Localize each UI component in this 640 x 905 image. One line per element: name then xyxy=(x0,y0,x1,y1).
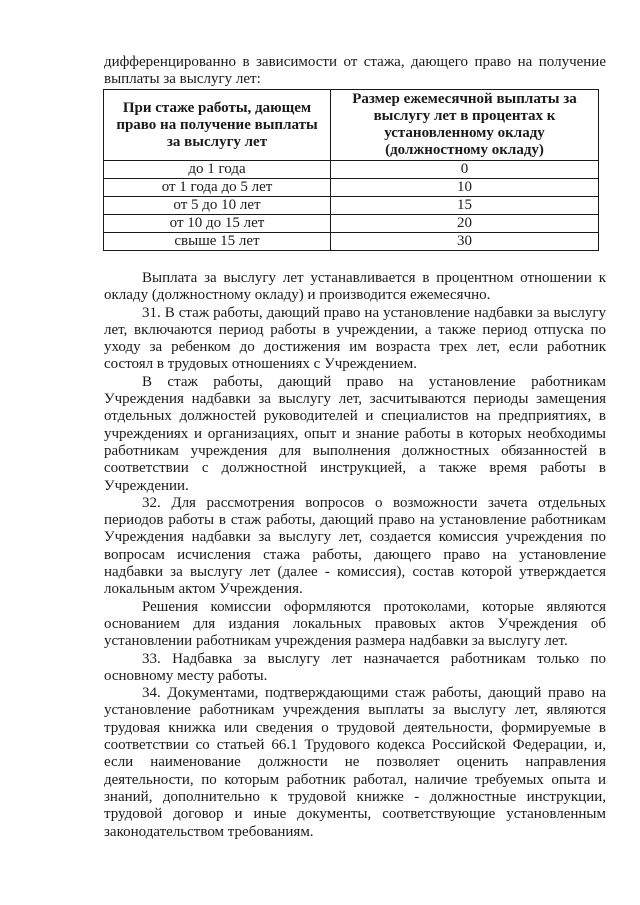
seniority-cell: до 1 года xyxy=(104,161,331,179)
paragraph-31-continued: В стаж работы, дающий право на установление работникам Учреждения надбавки за выслугу лет, засчитываются периоды замещения отдельных должностей руководителей и специалистов на предприятиях, в учреждениях и организациях, опыт и знание работы в которых необходимы работникам учреждения для выполнения должностных обязанностей в соответствии с должностной инструкцией, а также время работы в Учреждении. xyxy=(104,373,606,494)
paragraph-31: 31. В стаж работы, дающий право на установление надбавки за выслугу лет, включаются период работы в учреждении, а также период отпуска по уходу за ребенком до достижения им возраста трех лет, если работник состоял в трудовых отношениях с Учреждением. xyxy=(104,304,606,373)
header-seniority: При стаже работы, дающем право на получение выплаты за выслугу лет xyxy=(104,90,331,161)
body-text xyxy=(104,270,606,841)
table-row xyxy=(104,197,599,215)
paragraph-32-commission-decisions: Решения комиссии оформляются протоколами, которые являются основанием для издания локальных правовых актов Учреждения об установлении работникам учреждения размера надбавки за выслугу лет. xyxy=(104,598,606,650)
table-row xyxy=(104,215,599,233)
percent-cell: 30 xyxy=(331,233,599,251)
table-header-row xyxy=(104,90,599,161)
intro-text: дифференцированно в зависимости от стажа, дающего право на получение выплаты за выслугу лет: xyxy=(104,54,606,88)
table-row xyxy=(104,161,599,179)
paragraph-32: 32. Для рассмотрения вопросов о возможности зачета отдельных периодов работы в стаж работы, дающий право на установление работникам Учреждения надбавки за выслугу лет, создается комиссия учреждения по вопросам исчисления стажа работы, дающего право на установление надбавки за выслугу лет (далее - комиссия), состав которой утверждается локальным актом Учреждения. xyxy=(104,494,606,598)
seniority-table xyxy=(103,89,599,251)
paragraph-payment-basis: Выплата за выслугу лет устанавливается в процентном отношении к окладу (должностному окладу) и производится ежемесячно. xyxy=(104,270,606,304)
seniority-cell: от 10 до 15 лет xyxy=(104,215,331,233)
percent-cell: 0 xyxy=(331,161,599,179)
percent-cell: 20 xyxy=(331,215,599,233)
paragraph-33: 33. Надбавка за выслугу лет назначается работникам только по основному месту работы. xyxy=(104,650,606,684)
percent-cell: 15 xyxy=(331,197,599,215)
header-payment-size: Размер ежемесячной выплаты за выслугу лет в процентах к установленному окладу (должностному окладу) xyxy=(331,90,599,161)
paragraph-34: 34. Документами, подтверждающими стаж работы, дающий право на установление работникам учреждения выплаты за выслугу лет, являются трудовая книжка или сведения о трудовой деятельности, формируемые в соответствии со статьей 66.1 Трудового кодекса Российской Федерации, и, если наименование должности не позволяет оценить направления деятельности, по которым работник работал, наличие требуемых опыта и знаний, дополнительно к трудовой книжке - должностные инструкции, трудовой договор и иные документы, соответствующие установленным законодательством требованиям. xyxy=(104,685,606,840)
seniority-cell: от 1 года до 5 лет xyxy=(104,179,331,197)
table-row xyxy=(104,233,599,251)
seniority-cell: свыше 15 лет xyxy=(104,233,331,251)
percent-cell: 10 xyxy=(331,179,599,197)
table-row xyxy=(104,179,599,197)
seniority-cell: от 5 до 10 лет xyxy=(104,197,331,215)
